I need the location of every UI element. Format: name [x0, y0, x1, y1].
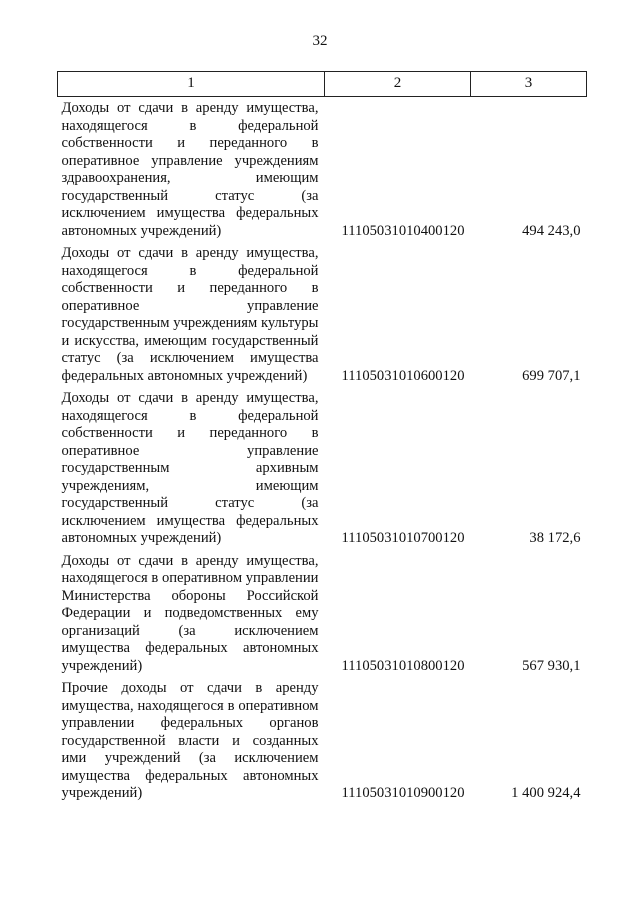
table-header-row: [58, 72, 587, 97]
row-code: 11105031010600120: [341, 367, 465, 384]
row-amount: 38 172,6: [529, 530, 581, 546]
column-header-2: 2: [325, 72, 471, 97]
revenue-table: [57, 71, 587, 805]
table-row: [58, 97, 587, 243]
row-description: Прочие доходы от сдачи в аренду имущества, находящегося в оперативном управлении федеральных органов государственной власти и созданных ими учреждений (за исключением имущества федеральных автономных учреждений): [61, 680, 319, 801]
row-description: Доходы от сдачи в аренду имущества, находящегося в федеральной собственности и переданного в оперативное управление учреждениям здравоохранения, имеющим государственный статус (за исключением имущества федеральных автономных учреждений): [61, 100, 319, 239]
row-code: 11105031010800120: [341, 657, 465, 674]
row-code: 11105031010400120: [341, 222, 465, 239]
row-amount: 699 707,1: [522, 367, 581, 384]
row-code: 11105031010700120: [341, 530, 465, 546]
row-amount: 494 243,0: [522, 222, 581, 239]
page-number: 32: [312, 33, 328, 49]
table-row: [58, 242, 587, 387]
table-row: [58, 677, 587, 805]
row-amount: 567 930,1: [522, 657, 581, 674]
row-code: 11105031010900120: [341, 785, 465, 801]
row-amount: 1 400 924,4: [511, 785, 581, 801]
table-row: [58, 550, 587, 678]
column-header-3: 3: [471, 72, 587, 97]
column-header-1: 1: [58, 72, 325, 97]
row-description: Доходы от сдачи в аренду имущества, находящегося в федеральной собственности и переданного в оперативное управление государственным учреждениям культуры и искусства, имеющим государственный статус (за исключением имущества федеральных автономных учреждений): [61, 245, 319, 384]
table-row: [58, 387, 587, 550]
row-description: Доходы от сдачи в аренду имущества, находящегося в оперативном управлении Министерства обороны Российской Федерации и подведомственных ему организаций (за исключением имущества федеральных автономных учреждений): [61, 552, 319, 674]
row-description: Доходы от сдачи в аренду имущества, находящегося в федеральной собственности и переданного в оперативное управление государственным архивным учреждениям, имеющим государственный статус (за исключением имущества федеральных автономных учреждений): [61, 390, 319, 546]
